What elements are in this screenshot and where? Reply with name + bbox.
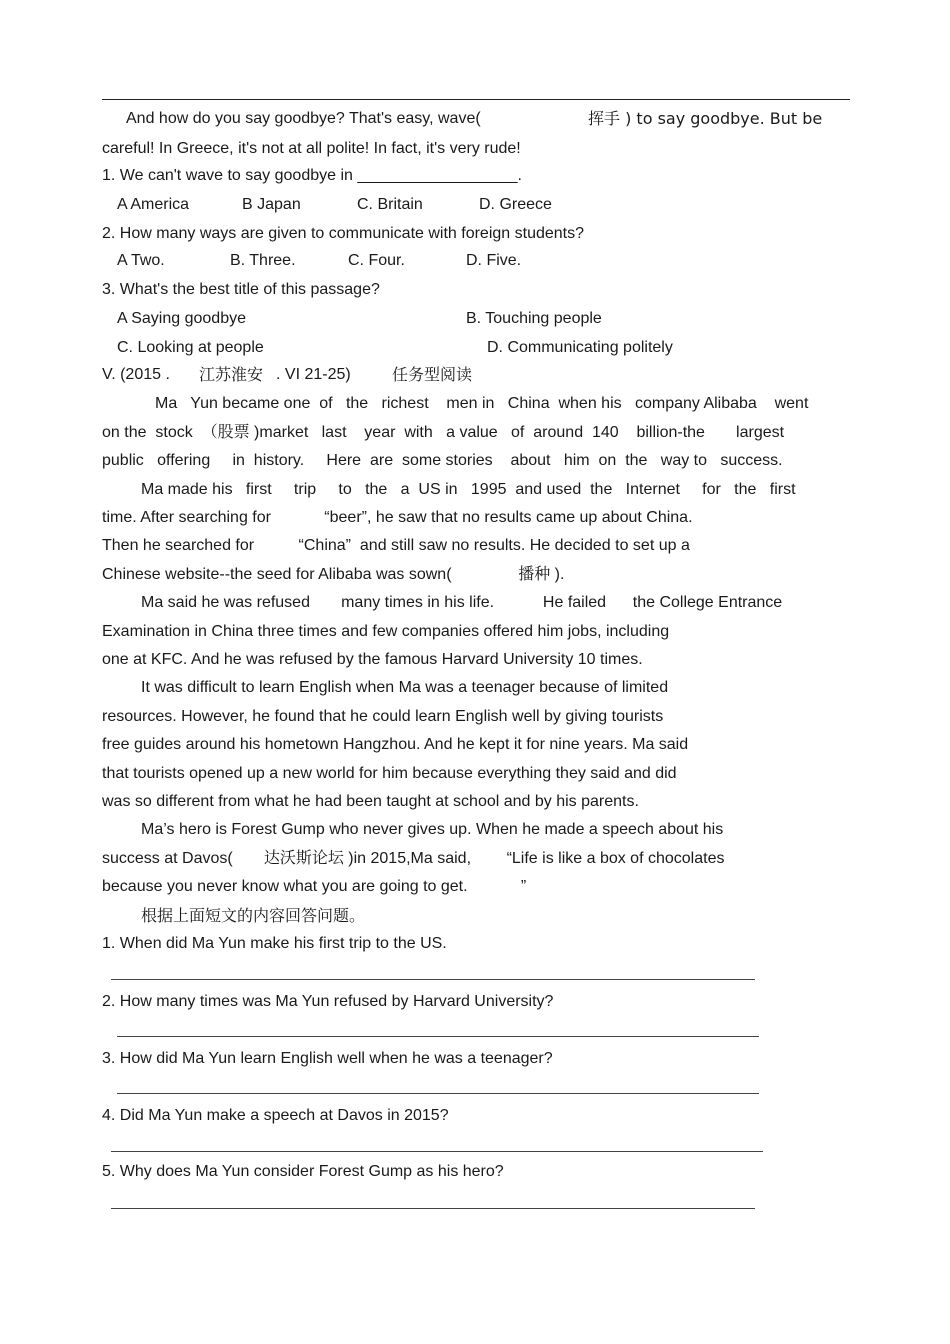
qa-question-4: 4. Did Ma Yun make a speech at Davos in 2015? — [102, 1107, 449, 1124]
option-d[interactable]: D. Five. — [466, 252, 522, 269]
answer-line-5[interactable] — [111, 1208, 755, 1210]
qa-question-1: 1. When did Ma Yun make his first trip to the US. — [102, 935, 447, 952]
option-c[interactable]: C. Four. — [348, 252, 405, 269]
passage-line: Ma Yun became one of the richest men in China when his company Alibaba went — [155, 395, 809, 412]
section-type-text: 任务型阅读 — [392, 365, 473, 384]
passage-line: Examination in China three times and few companies offered him jobs, including — [102, 623, 670, 640]
option-c[interactable]: C. Looking at people — [117, 339, 264, 356]
passage-line: on the stock （股票 )market last year with a value of around 140 billion-the largest — [102, 424, 785, 441]
section-source — [199, 365, 263, 385]
section-source-text: 江苏淮安 — [199, 365, 264, 384]
answer-line-1[interactable] — [111, 979, 755, 981]
option-b[interactable]: B Japan — [242, 196, 301, 213]
passage-line: public offering in history. Here are some stories about him on the way to success. — [102, 452, 783, 469]
option-d[interactable]: D. Communicating politely — [487, 339, 673, 356]
mc-question-2: 2. How many ways are given to communicate with foreign students? — [102, 225, 585, 242]
option-c[interactable]: C. Britain — [357, 196, 423, 213]
option-a[interactable]: A America — [117, 196, 190, 213]
passage-line: Chinese website--the seed for Alibaba was sown( 播种 ). — [102, 566, 565, 583]
answer-line-3[interactable] — [117, 1093, 759, 1095]
passage-line: that tourists opened up a new world for him because everything they said and did — [102, 765, 677, 782]
option-d[interactable]: D. Greece — [479, 196, 552, 213]
passage-line: Ma’s hero is Forest Gump who never gives up. When he made a speech about his — [141, 821, 724, 838]
section-range — [276, 365, 351, 385]
passage-line: was so different from what he had been taught at school and by his parents. — [102, 793, 639, 810]
passage-line: one at KFC. And he was refused by the famous Harvard University 10 times. — [102, 651, 643, 668]
option-a[interactable]: A Saying goodbye — [117, 310, 246, 327]
qa-question-5: 5. Why does Ma Yun consider Forest Gump as his hero? — [102, 1163, 504, 1180]
passage-text: And how do you say goodbye? That's easy, wave( — [126, 110, 481, 127]
qa-question-3: 3. How did Ma Yun learn English well when he was a teenager? — [102, 1050, 553, 1067]
passage-line: time. After searching for “beer”, he saw that no results came up about China. — [102, 509, 693, 526]
section-range-text: . VI 21-25) — [276, 366, 351, 383]
answer-line-4[interactable] — [111, 1151, 763, 1153]
passage-line: careful! In Greece, it's not at all polite! In fact, it's very rude! — [102, 140, 521, 157]
option-b[interactable]: B. Three. — [230, 252, 296, 269]
instruction: 根据上面短文的内容回答问题。 — [141, 906, 366, 925]
passage-line: Then he searched for “China” and still saw no results. He decided to set up a — [102, 537, 690, 554]
section-type — [392, 365, 472, 385]
mc-question-1: 1. We can't wave to say goodbye in __________________. — [102, 167, 522, 184]
passage-line: It was difficult to learn English when Ma was a teenager because of limited — [141, 679, 669, 696]
passage-line: Ma made his first trip to the a US in 1995 and used the Internet for the first — [141, 481, 796, 498]
passage-line: resources. However, he found that he could learn English well by giving tourists — [102, 708, 664, 725]
passage-line — [126, 109, 481, 129]
option-b[interactable]: B. Touching people — [466, 310, 602, 327]
passage-line: Ma said he was refused many times in his life. He failed the College Entrance — [141, 594, 783, 611]
option-a[interactable]: A Two. — [117, 252, 165, 269]
section-heading — [102, 365, 170, 385]
passage-text: 挥手 ) to say goodbye. But be — [588, 109, 823, 128]
passage-line: success at Davos( 达沃斯论坛 )in 2015,Ma said, “Life is like a box of chocolates — [102, 850, 725, 867]
mc-question-3: 3. What's the best title of this passage? — [102, 281, 380, 298]
answer-line-2[interactable] — [117, 1036, 759, 1038]
passage-line: free guides around his hometown Hangzhou. And he kept it for nine years. Ma said — [102, 736, 689, 753]
header-rule — [102, 99, 850, 100]
section-label: V. (2015 . — [102, 366, 170, 383]
passage-line — [588, 109, 822, 129]
passage-line: because you never know what you are going to get. ” — [102, 878, 527, 895]
qa-question-2: 2. How many times was Ma Yun refused by Harvard University? — [102, 993, 554, 1010]
